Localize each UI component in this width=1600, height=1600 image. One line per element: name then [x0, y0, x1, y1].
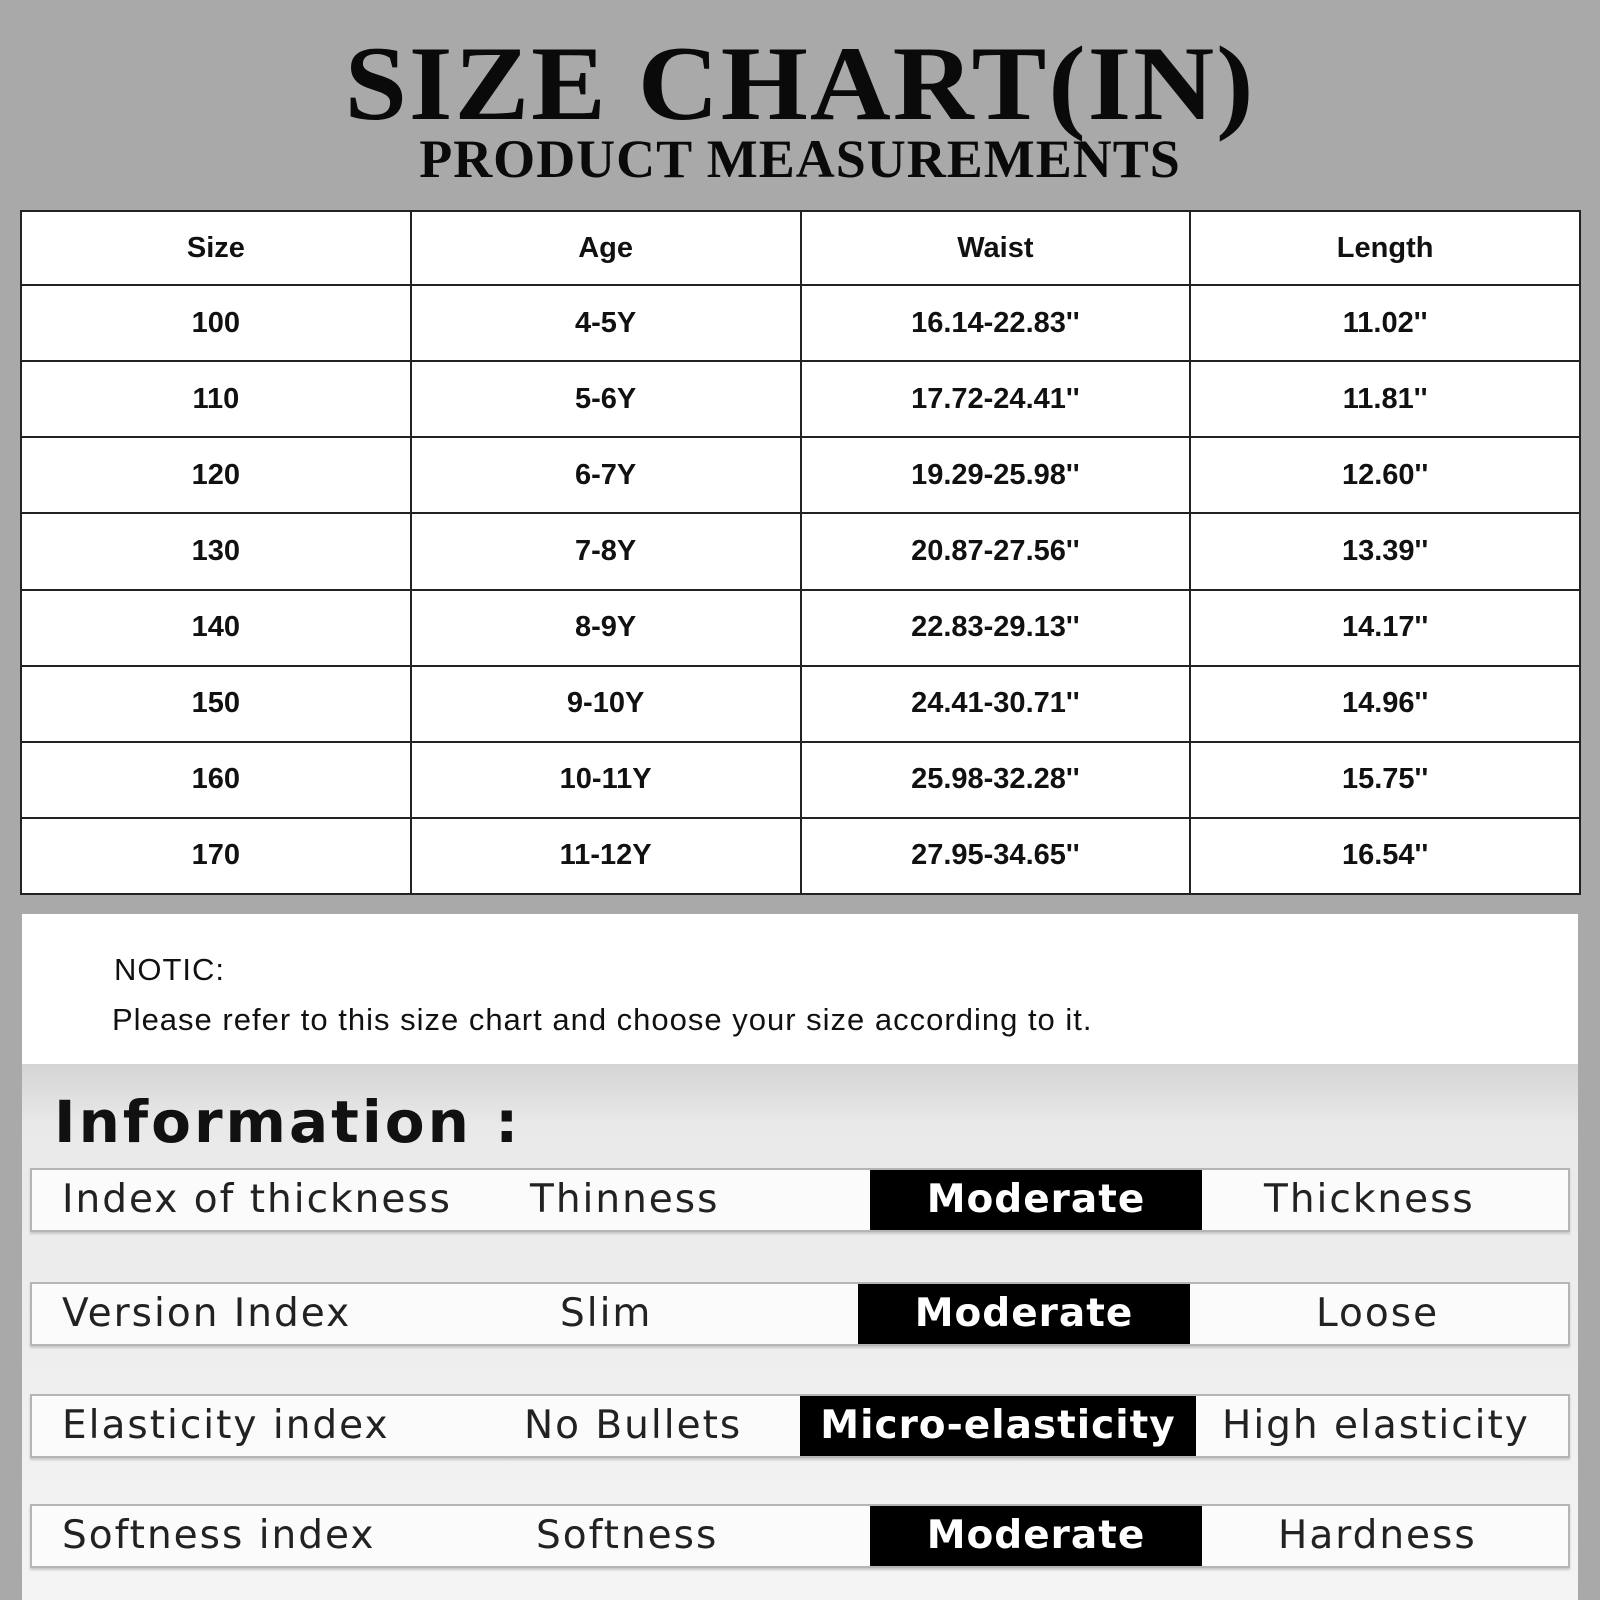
cell-waist: 25.98-32.28'' [801, 742, 1191, 818]
row-label: Version Index [62, 1291, 352, 1336]
cell-length: 11.02'' [1190, 285, 1580, 361]
cell-age: 9-10Y [411, 666, 801, 742]
information-panel [22, 1064, 1578, 1600]
table-header-row [21, 211, 1580, 285]
elasticity-index-row [30, 1394, 1570, 1458]
table-row [21, 361, 1580, 437]
cell-age: 6-7Y [411, 437, 801, 513]
cell-size: 110 [21, 361, 411, 437]
page-subtitle: PRODUCT MEASUREMENTS [419, 129, 1181, 189]
table-row [21, 285, 1580, 361]
table-row [21, 513, 1580, 589]
notice-label: NOTIC: [114, 952, 226, 987]
column-header-waist: Waist [801, 211, 1191, 285]
cell-size: 140 [21, 590, 411, 666]
cell-length: 12.60'' [1190, 437, 1580, 513]
column-header-length: Length [1190, 211, 1580, 285]
cell-waist: 22.83-29.13'' [801, 590, 1191, 666]
cell-waist: 24.41-30.71'' [801, 666, 1191, 742]
option-thinness: Thinness [530, 1177, 720, 1222]
option-slim: Slim [560, 1291, 653, 1336]
option-softness: Softness [536, 1513, 719, 1558]
option-moderate-selected: Moderate [870, 1506, 1202, 1566]
table-row [21, 818, 1580, 894]
option-moderate-selected: Moderate [858, 1284, 1190, 1344]
row-label: Softness index [62, 1513, 376, 1558]
thickness-index-row [30, 1168, 1570, 1232]
cell-length: 14.96'' [1190, 666, 1580, 742]
cell-size: 100 [21, 285, 411, 361]
information-heading: Information : [54, 1088, 522, 1156]
table-row [21, 437, 1580, 513]
cell-size: 150 [21, 666, 411, 742]
page-title: SIZE CHART(IN) [344, 25, 1256, 143]
option-hardness: Hardness [1278, 1513, 1477, 1558]
column-header-size: Size [21, 211, 411, 285]
table-row [21, 666, 1580, 742]
cell-size: 120 [21, 437, 411, 513]
cell-size: 130 [21, 513, 411, 589]
option-thickness: Thickness [1264, 1177, 1475, 1222]
cell-age: 10-11Y [411, 742, 801, 818]
option-moderate-selected: Moderate [870, 1170, 1202, 1230]
size-chart-table [20, 210, 1581, 895]
row-label: Index of thickness [62, 1177, 452, 1222]
cell-age: 7-8Y [411, 513, 801, 589]
cell-length: 16.54'' [1190, 818, 1580, 894]
cell-waist: 17.72-24.41'' [801, 361, 1191, 437]
cell-age: 11-12Y [411, 818, 801, 894]
table-row [21, 742, 1580, 818]
cell-waist: 27.95-34.65'' [801, 818, 1191, 894]
softness-index-row [30, 1504, 1570, 1568]
version-index-row [30, 1282, 1570, 1346]
cell-length: 11.81'' [1190, 361, 1580, 437]
cell-waist: 20.87-27.56'' [801, 513, 1191, 589]
notice-text: Please refer to this size chart and choose your size according to it. [112, 1002, 1093, 1037]
option-high-elasticity: High elasticity [1222, 1403, 1530, 1448]
cell-length: 13.39'' [1190, 513, 1580, 589]
cell-age: 8-9Y [411, 590, 801, 666]
option-micro-elasticity-selected: Micro-elasticity [800, 1396, 1196, 1456]
option-loose: Loose [1316, 1291, 1440, 1336]
cell-age: 5-6Y [411, 361, 801, 437]
table-row [21, 590, 1580, 666]
cell-size: 170 [21, 818, 411, 894]
cell-waist: 19.29-25.98'' [801, 437, 1191, 513]
cell-length: 14.17'' [1190, 590, 1580, 666]
row-label: Elasticity index [62, 1403, 390, 1448]
option-no-bullets: No Bullets [524, 1403, 743, 1448]
cell-waist: 16.14-22.83'' [801, 285, 1191, 361]
cell-size: 160 [21, 742, 411, 818]
notice-box [22, 914, 1578, 1064]
cell-length: 15.75'' [1190, 742, 1580, 818]
cell-age: 4-5Y [411, 285, 801, 361]
column-header-age: Age [411, 211, 801, 285]
